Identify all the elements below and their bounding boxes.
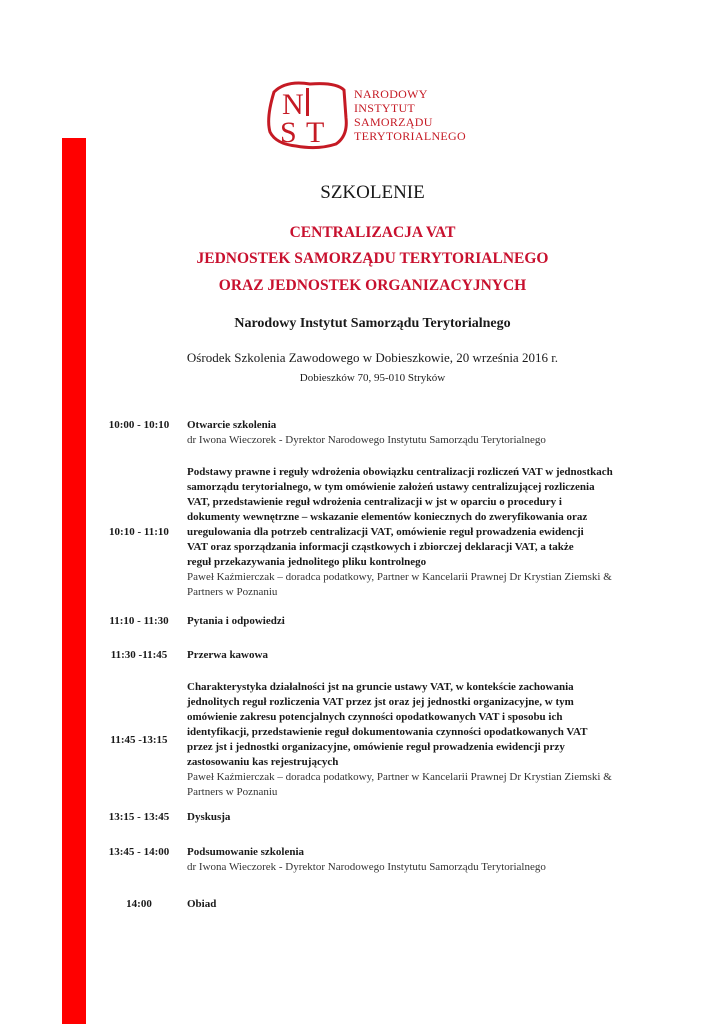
agenda-content: [187, 648, 667, 663]
agenda-speaker-line: Partners w Poznaniu: [187, 586, 278, 598]
agenda-content: [187, 614, 667, 629]
subtitle-line: ORAZ JEDNOSTEK ORGANIZACYJNYCH: [218, 277, 527, 294]
venue-address: Dobieszków 70, 95-010 Stryków: [299, 372, 446, 384]
agenda-topic-line: Podstawy prawne i reguły wdrożenia obowiązku centralizacji rozliczeń VAT w jednostkach: [187, 466, 613, 478]
agenda-topic-line: VAT oraz sporządzania informacji cząstkowych i zbiorczej deklaracji VAT, a także: [187, 541, 574, 553]
agenda-topic-line: identyfikacji, przedstawienie reguł dokumentowania czynności opodatkowanych VAT: [187, 726, 588, 738]
agenda-topic-line: Przerwa kawowa: [187, 649, 268, 661]
agenda-content: [187, 465, 667, 600]
agenda-topic-line: samorządu terytorialnego, w tym omówienie założeń ustawy centralizującej rozliczenia: [187, 481, 595, 493]
agenda-content: [187, 680, 667, 800]
organizer-name: Narodowy Instytut Samorządu Terytorialnego: [234, 316, 511, 331]
agenda-content: [187, 897, 667, 912]
svg-text:T: T: [306, 116, 325, 149]
agenda-speaker-line: Partners w Poznaniu: [187, 786, 278, 798]
agenda-time: 10:10 - 11:10: [109, 526, 169, 538]
svg-text:S: S: [280, 116, 297, 149]
logo-line: NARODOWY: [354, 87, 428, 101]
logo-line: SAMORZĄDU: [354, 115, 433, 129]
agenda-time: 11:30 -11:45: [110, 649, 168, 661]
agenda-topic-line: Podsumowanie szkolenia: [187, 846, 305, 858]
subtitle-line: CENTRALIZACJA VAT: [289, 224, 456, 241]
venue-date: Ośrodek Szkolenia Zawodowego w Dobieszkowie, 20 września 2016 r.: [186, 350, 559, 365]
agenda-content: [187, 418, 667, 448]
agenda-topic-line: Obiad: [187, 898, 217, 910]
logo-text: [354, 87, 466, 143]
agenda-time: 13:45 - 14:00: [108, 846, 170, 858]
nist-monogram-icon: [266, 78, 352, 150]
agenda-topic-line: uregulowania dla potrzeb centralizacji VAT, omówienie reguł prowadzenia ewidencji: [187, 526, 584, 538]
agenda-time: 14:00: [126, 898, 152, 910]
agenda-speaker-line: Paweł Kaźmierczak – doradca podatkowy, Partner w Kancelarii Prawnej Dr Krystian Ziemski &: [187, 771, 612, 783]
agenda-speaker-line: dr Iwona Wieczorek - Dyrektor Narodowego Instytutu Samorządu Terytorialnego: [187, 861, 546, 873]
document-title: SZKOLENIE: [320, 182, 425, 203]
agenda-speaker-line: dr Iwona Wieczorek - Dyrektor Narodowego Instytutu Samorządu Terytorialnego: [187, 434, 546, 446]
agenda-speaker-line: Paweł Kaźmierczak – doradca podatkowy, Partner w Kancelarii Prawnej Dr Krystian Ziemski &: [187, 571, 612, 583]
agenda-time: 11:45 -13:15: [110, 734, 168, 746]
agenda-topic-line: Otwarcie szkolenia: [187, 419, 277, 431]
red-side-bar: [62, 138, 86, 1024]
subtitle-line: JEDNOSTEK SAMORZĄDU TERYTORIALNEGO: [196, 250, 549, 267]
nist-logo: [266, 78, 486, 150]
agenda-time: 13:15 - 13:45: [108, 811, 170, 823]
agenda-topic-line: Charakterystyka działalności jst na gruncie ustawy VAT, w kontekście zachowania: [187, 681, 574, 693]
agenda-topic-line: Dyskusja: [187, 811, 231, 823]
agenda-content: [187, 845, 667, 875]
agenda-topic-line: Pytania i odpowiedzi: [187, 615, 285, 627]
agenda-time: 10:00 - 10:10: [108, 419, 170, 431]
agenda-topic-line: dokumenty wewnętrzne – wskazanie elementów koniecznych do zweryfikowania oraz: [187, 511, 588, 523]
agenda-content: [187, 810, 667, 825]
agenda-topic-line: przez jst i jednostki organizacyjne, omówienie reguł prowadzenia ewidencji przy: [187, 741, 565, 753]
logo-line: INSTYTUT: [354, 101, 416, 115]
agenda-topic-line: omówienie zakresu potencjalnych czynności opodatkowanych VAT i sposobu ich: [187, 711, 563, 723]
agenda-topic-line: VAT, przedstawienie reguł wdrożenia centralizacji w jst w oparciu o procedury i: [187, 496, 562, 508]
agenda-topic-line: jednolitych reguł rozliczenia VAT przez jst oraz jej jednostki organizacyjne, w tym: [187, 696, 574, 708]
agenda-topic-line: zastosowaniu kas rejestrujących: [187, 756, 339, 768]
agenda-topic-line: reguł przekazywania jednolitego pliku kontrolnego: [187, 556, 427, 568]
agenda-time: 11:10 - 11:30: [109, 615, 169, 627]
logo-line: TERYTORIALNEGO: [354, 129, 466, 143]
svg-text:N: N: [282, 88, 304, 121]
